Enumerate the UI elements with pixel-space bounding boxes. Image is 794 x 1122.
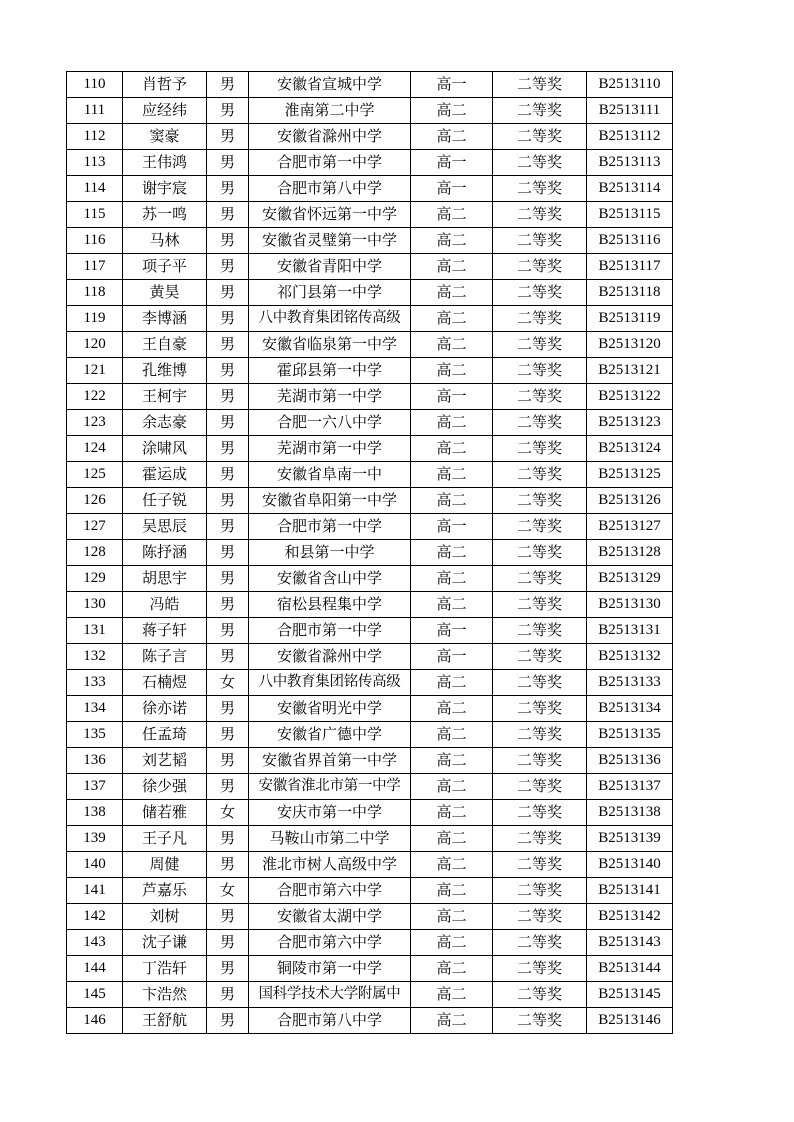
school-name: 霍邱县第一中学: [249, 358, 411, 384]
school-name: 安徽省阜阳第一中学: [249, 488, 411, 514]
student-gender: 男: [207, 462, 249, 488]
grade-level: 高二: [411, 358, 493, 384]
table-row: [67, 514, 673, 540]
certificate-id: B2513121: [587, 358, 673, 384]
award-level: 二等奖: [493, 878, 587, 904]
school-name: 安徽省灵璧第一中学: [249, 228, 411, 254]
grade-level: 高二: [411, 592, 493, 618]
school-name: 安徽省界首第一中学: [249, 748, 411, 774]
certificate-id: B2513123: [587, 410, 673, 436]
student-gender: 男: [207, 436, 249, 462]
row-number: 121: [67, 358, 123, 384]
student-name: 项子平: [123, 254, 207, 280]
table-row: [67, 904, 673, 930]
table-row: [67, 956, 673, 982]
grade-level: 高二: [411, 1008, 493, 1034]
grade-level: 高二: [411, 722, 493, 748]
certificate-id: B2513131: [587, 618, 673, 644]
school-name: 安徽省广德中学: [249, 722, 411, 748]
award-level: 二等奖: [493, 748, 587, 774]
student-name: 冯皓: [123, 592, 207, 618]
student-name: 涂啸风: [123, 436, 207, 462]
school-name: 安徽省临泉第一中学: [249, 332, 411, 358]
student-gender: 男: [207, 98, 249, 124]
grade-level: 高二: [411, 202, 493, 228]
student-gender: 男: [207, 566, 249, 592]
grade-level: 高一: [411, 150, 493, 176]
certificate-id: B2513118: [587, 280, 673, 306]
student-gender: 男: [207, 930, 249, 956]
row-number: 111: [67, 98, 123, 124]
table-row: [67, 826, 673, 852]
award-level: 二等奖: [493, 514, 587, 540]
table-row: [67, 410, 673, 436]
table-row: [67, 618, 673, 644]
award-level: 二等奖: [493, 852, 587, 878]
certificate-id: B2513112: [587, 124, 673, 150]
student-gender: 男: [207, 748, 249, 774]
student-gender: 男: [207, 514, 249, 540]
certificate-id: B2513133: [587, 670, 673, 696]
certificate-id: B2513134: [587, 696, 673, 722]
row-number: 116: [67, 228, 123, 254]
student-gender: 男: [207, 644, 249, 670]
table-row: [67, 592, 673, 618]
student-gender: 男: [207, 384, 249, 410]
certificate-id: B2513142: [587, 904, 673, 930]
school-name: 马鞍山市第二中学: [249, 826, 411, 852]
student-gender: 男: [207, 592, 249, 618]
student-gender: 男: [207, 1008, 249, 1034]
student-name: 霍运成: [123, 462, 207, 488]
table-row: [67, 306, 673, 332]
school-name: 合肥市第六中学: [249, 878, 411, 904]
student-name: 王子凡: [123, 826, 207, 852]
row-number: 124: [67, 436, 123, 462]
school-name: 安徽省含山中学: [249, 566, 411, 592]
grade-level: 高二: [411, 228, 493, 254]
school-name: 安徽省滁州中学: [249, 124, 411, 150]
grade-level: 高二: [411, 826, 493, 852]
grade-level: 高二: [411, 410, 493, 436]
certificate-id: B2513126: [587, 488, 673, 514]
student-name: 苏一鸣: [123, 202, 207, 228]
certificate-id: B2513145: [587, 982, 673, 1008]
grade-level: 高一: [411, 72, 493, 98]
student-name: 吴思辰: [123, 514, 207, 540]
award-level: 二等奖: [493, 774, 587, 800]
student-name: 石楠煜: [123, 670, 207, 696]
certificate-id: B2513140: [587, 852, 673, 878]
award-level: 二等奖: [493, 462, 587, 488]
award-level: 二等奖: [493, 488, 587, 514]
student-gender: 男: [207, 150, 249, 176]
certificate-id: B2513146: [587, 1008, 673, 1034]
row-number: 115: [67, 202, 123, 228]
certificate-id: B2513135: [587, 722, 673, 748]
certificate-id: B2513129: [587, 566, 673, 592]
table-row: [67, 800, 673, 826]
table-row: [67, 852, 673, 878]
row-number: 139: [67, 826, 123, 852]
award-level: 二等奖: [493, 826, 587, 852]
certificate-id: B2513115: [587, 202, 673, 228]
table-row: [67, 878, 673, 904]
table-row: [67, 540, 673, 566]
certificate-id: B2513113: [587, 150, 673, 176]
student-name: 陈子言: [123, 644, 207, 670]
certificate-id: B2513110: [587, 72, 673, 98]
certificate-id: B2513127: [587, 514, 673, 540]
grade-level: 高二: [411, 748, 493, 774]
certificate-id: B2513111: [587, 98, 673, 124]
table-row: [67, 774, 673, 800]
student-name: 刘树: [123, 904, 207, 930]
grade-level: 高一: [411, 618, 493, 644]
table-row: [67, 358, 673, 384]
school-name: 安徽省明光中学: [249, 696, 411, 722]
student-gender: 男: [207, 826, 249, 852]
award-level: 二等奖: [493, 592, 587, 618]
certificate-id: B2513128: [587, 540, 673, 566]
school-name: 淮南第二中学: [249, 98, 411, 124]
grade-level: 高二: [411, 982, 493, 1008]
row-number: 137: [67, 774, 123, 800]
row-number: 118: [67, 280, 123, 306]
student-name: 芦嘉乐: [123, 878, 207, 904]
award-level: 二等奖: [493, 670, 587, 696]
certificate-id: B2513144: [587, 956, 673, 982]
certificate-id: B2513114: [587, 176, 673, 202]
row-number: 142: [67, 904, 123, 930]
certificate-id: B2513119: [587, 306, 673, 332]
student-gender: 男: [207, 540, 249, 566]
grade-level: 高二: [411, 462, 493, 488]
student-name: 王伟鸿: [123, 150, 207, 176]
row-number: 146: [67, 1008, 123, 1034]
student-gender: 男: [207, 202, 249, 228]
certificate-id: B2513137: [587, 774, 673, 800]
grade-level: 高二: [411, 800, 493, 826]
award-level: 二等奖: [493, 98, 587, 124]
grade-level: 高二: [411, 696, 493, 722]
row-number: 112: [67, 124, 123, 150]
award-level: 二等奖: [493, 280, 587, 306]
row-number: 110: [67, 72, 123, 98]
school-name: 铜陵市第一中学: [249, 956, 411, 982]
school-name: 合肥市第一中学: [249, 150, 411, 176]
award-level: 二等奖: [493, 436, 587, 462]
award-level: 二等奖: [493, 176, 587, 202]
school-name: 合肥市第一中学: [249, 514, 411, 540]
certificate-id: B2513138: [587, 800, 673, 826]
award-level: 二等奖: [493, 566, 587, 592]
row-number: 144: [67, 956, 123, 982]
award-level: 二等奖: [493, 956, 587, 982]
school-name: 淮北市树人高级中学: [249, 852, 411, 878]
table-row: [67, 748, 673, 774]
award-level: 二等奖: [493, 306, 587, 332]
award-level: 二等奖: [493, 644, 587, 670]
award-level: 二等奖: [493, 384, 587, 410]
award-level: 二等奖: [493, 1008, 587, 1034]
table-row: [67, 930, 673, 956]
table-row: [67, 176, 673, 202]
table-row: [67, 254, 673, 280]
grade-level: 高二: [411, 280, 493, 306]
student-gender: 男: [207, 358, 249, 384]
student-gender: 男: [207, 618, 249, 644]
school-name: 八中教育集团铭传高级: [249, 670, 411, 696]
student-gender: 男: [207, 982, 249, 1008]
award-level: 二等奖: [493, 124, 587, 150]
grade-level: 高二: [411, 306, 493, 332]
award-level: 二等奖: [493, 540, 587, 566]
row-number: 135: [67, 722, 123, 748]
school-name: 芜湖市第一中学: [249, 384, 411, 410]
row-number: 123: [67, 410, 123, 436]
grade-level: 高二: [411, 878, 493, 904]
table-row: [67, 384, 673, 410]
award-level: 二等奖: [493, 722, 587, 748]
student-gender: 男: [207, 254, 249, 280]
certificate-id: B2513122: [587, 384, 673, 410]
row-number: 133: [67, 670, 123, 696]
school-name: 国科学技术大学附属中: [249, 982, 411, 1008]
student-name: 王柯宇: [123, 384, 207, 410]
student-name: 蒋子轩: [123, 618, 207, 644]
row-number: 113: [67, 150, 123, 176]
school-name: 安徽省青阳中学: [249, 254, 411, 280]
table-row: [67, 982, 673, 1008]
award-level: 二等奖: [493, 254, 587, 280]
student-name: 任孟琦: [123, 722, 207, 748]
grade-level: 高二: [411, 904, 493, 930]
certificate-id: B2513132: [587, 644, 673, 670]
student-gender: 男: [207, 410, 249, 436]
row-number: 136: [67, 748, 123, 774]
table-row: [67, 98, 673, 124]
award-level: 二等奖: [493, 72, 587, 98]
award-level: 二等奖: [493, 696, 587, 722]
table-row: [67, 228, 673, 254]
student-gender: 男: [207, 904, 249, 930]
row-number: 129: [67, 566, 123, 592]
certificate-id: B2513125: [587, 462, 673, 488]
award-level: 二等奖: [493, 358, 587, 384]
student-gender: 男: [207, 696, 249, 722]
table-row: [67, 1008, 673, 1034]
school-name: 安庆市第一中学: [249, 800, 411, 826]
grade-level: 高二: [411, 852, 493, 878]
student-name: 卞浩然: [123, 982, 207, 1008]
row-number: 134: [67, 696, 123, 722]
row-number: 114: [67, 176, 123, 202]
student-name: 谢宇宸: [123, 176, 207, 202]
certificate-id: B2513136: [587, 748, 673, 774]
table-row: [67, 124, 673, 150]
table-row: [67, 72, 673, 98]
student-name: 刘艺韬: [123, 748, 207, 774]
school-name: 和县第一中学: [249, 540, 411, 566]
row-number: 140: [67, 852, 123, 878]
student-name: 任子锐: [123, 488, 207, 514]
certificate-id: B2513130: [587, 592, 673, 618]
school-name: 安徽省滁州中学: [249, 644, 411, 670]
table-row: [67, 566, 673, 592]
student-name: 余志豪: [123, 410, 207, 436]
student-name: 胡思宇: [123, 566, 207, 592]
student-name: 应经纬: [123, 98, 207, 124]
grade-level: 高一: [411, 514, 493, 540]
school-name: 合肥市第六中学: [249, 930, 411, 956]
school-name: 合肥市第八中学: [249, 1008, 411, 1034]
student-gender: 女: [207, 670, 249, 696]
award-level: 二等奖: [493, 202, 587, 228]
certificate-id: B2513117: [587, 254, 673, 280]
row-number: 132: [67, 644, 123, 670]
certificate-id: B2513139: [587, 826, 673, 852]
student-gender: 女: [207, 878, 249, 904]
table-row: [67, 150, 673, 176]
row-number: 119: [67, 306, 123, 332]
student-name: 徐少强: [123, 774, 207, 800]
school-name: 安徽省怀远第一中学: [249, 202, 411, 228]
student-name: 陈抒涵: [123, 540, 207, 566]
row-number: 117: [67, 254, 123, 280]
school-name: 安徽省宣城中学: [249, 72, 411, 98]
certificate-id: B2513116: [587, 228, 673, 254]
table-row: [67, 488, 673, 514]
grade-level: 高二: [411, 488, 493, 514]
student-name: 储若雅: [123, 800, 207, 826]
award-level: 二等奖: [493, 332, 587, 358]
school-name: 宿松县程集中学: [249, 592, 411, 618]
grade-level: 高二: [411, 254, 493, 280]
grade-level: 高一: [411, 384, 493, 410]
row-number: 127: [67, 514, 123, 540]
student-name: 沈子谦: [123, 930, 207, 956]
student-gender: 男: [207, 956, 249, 982]
student-name: 周健: [123, 852, 207, 878]
certificate-id: B2513124: [587, 436, 673, 462]
school-name: 合肥市第八中学: [249, 176, 411, 202]
table-row: [67, 280, 673, 306]
school-name: 八中教育集团铭传高级: [249, 306, 411, 332]
student-name: 李博涵: [123, 306, 207, 332]
student-gender: 男: [207, 228, 249, 254]
grade-level: 高二: [411, 436, 493, 462]
row-number: 131: [67, 618, 123, 644]
student-name: 马林: [123, 228, 207, 254]
grade-level: 高二: [411, 98, 493, 124]
row-number: 141: [67, 878, 123, 904]
student-gender: 女: [207, 800, 249, 826]
table-row: [67, 462, 673, 488]
grade-level: 高二: [411, 930, 493, 956]
grade-level: 高二: [411, 124, 493, 150]
award-level: 二等奖: [493, 930, 587, 956]
award-table-body: [67, 72, 673, 1034]
school-name: 安徽省淮北市第一中学: [249, 774, 411, 800]
table-row: [67, 696, 673, 722]
row-number: 143: [67, 930, 123, 956]
school-name: 祁门县第一中学: [249, 280, 411, 306]
school-name: 安徽省太湖中学: [249, 904, 411, 930]
school-name: 合肥市第一中学: [249, 618, 411, 644]
student-name: 王自豪: [123, 332, 207, 358]
table-row: [67, 670, 673, 696]
student-name: 窦豪: [123, 124, 207, 150]
school-name: 合肥一六八中学: [249, 410, 411, 436]
student-gender: 男: [207, 176, 249, 202]
grade-level: 高二: [411, 774, 493, 800]
award-level: 二等奖: [493, 618, 587, 644]
row-number: 125: [67, 462, 123, 488]
student-name: 丁浩轩: [123, 956, 207, 982]
award-level: 二等奖: [493, 228, 587, 254]
student-gender: 男: [207, 774, 249, 800]
table-row: [67, 436, 673, 462]
table-row: [67, 722, 673, 748]
row-number: 126: [67, 488, 123, 514]
award-level: 二等奖: [493, 982, 587, 1008]
school-name: 芜湖市第一中学: [249, 436, 411, 462]
award-level: 二等奖: [493, 410, 587, 436]
award-table: [66, 71, 673, 1034]
grade-level: 高一: [411, 176, 493, 202]
row-number: 120: [67, 332, 123, 358]
grade-level: 高二: [411, 332, 493, 358]
row-number: 122: [67, 384, 123, 410]
student-gender: 男: [207, 488, 249, 514]
student-name: 孔维博: [123, 358, 207, 384]
student-name: 肖哲予: [123, 72, 207, 98]
student-name: 黄昊: [123, 280, 207, 306]
table-row: [67, 332, 673, 358]
student-gender: 男: [207, 722, 249, 748]
row-number: 138: [67, 800, 123, 826]
grade-level: 高二: [411, 670, 493, 696]
row-number: 145: [67, 982, 123, 1008]
grade-level: 高一: [411, 644, 493, 670]
certificate-id: B2513141: [587, 878, 673, 904]
grade-level: 高二: [411, 956, 493, 982]
table-row: [67, 644, 673, 670]
row-number: 130: [67, 592, 123, 618]
grade-level: 高二: [411, 540, 493, 566]
student-gender: 男: [207, 72, 249, 98]
student-gender: 男: [207, 852, 249, 878]
student-name: 徐亦诺: [123, 696, 207, 722]
student-gender: 男: [207, 306, 249, 332]
certificate-id: B2513143: [587, 930, 673, 956]
student-gender: 男: [207, 124, 249, 150]
award-level: 二等奖: [493, 904, 587, 930]
award-level: 二等奖: [493, 800, 587, 826]
student-name: 王舒航: [123, 1008, 207, 1034]
award-level: 二等奖: [493, 150, 587, 176]
row-number: 128: [67, 540, 123, 566]
certificate-id: B2513120: [587, 332, 673, 358]
school-name: 安徽省阜南一中: [249, 462, 411, 488]
grade-level: 高二: [411, 566, 493, 592]
table-row: [67, 202, 673, 228]
student-gender: 男: [207, 332, 249, 358]
student-gender: 男: [207, 280, 249, 306]
